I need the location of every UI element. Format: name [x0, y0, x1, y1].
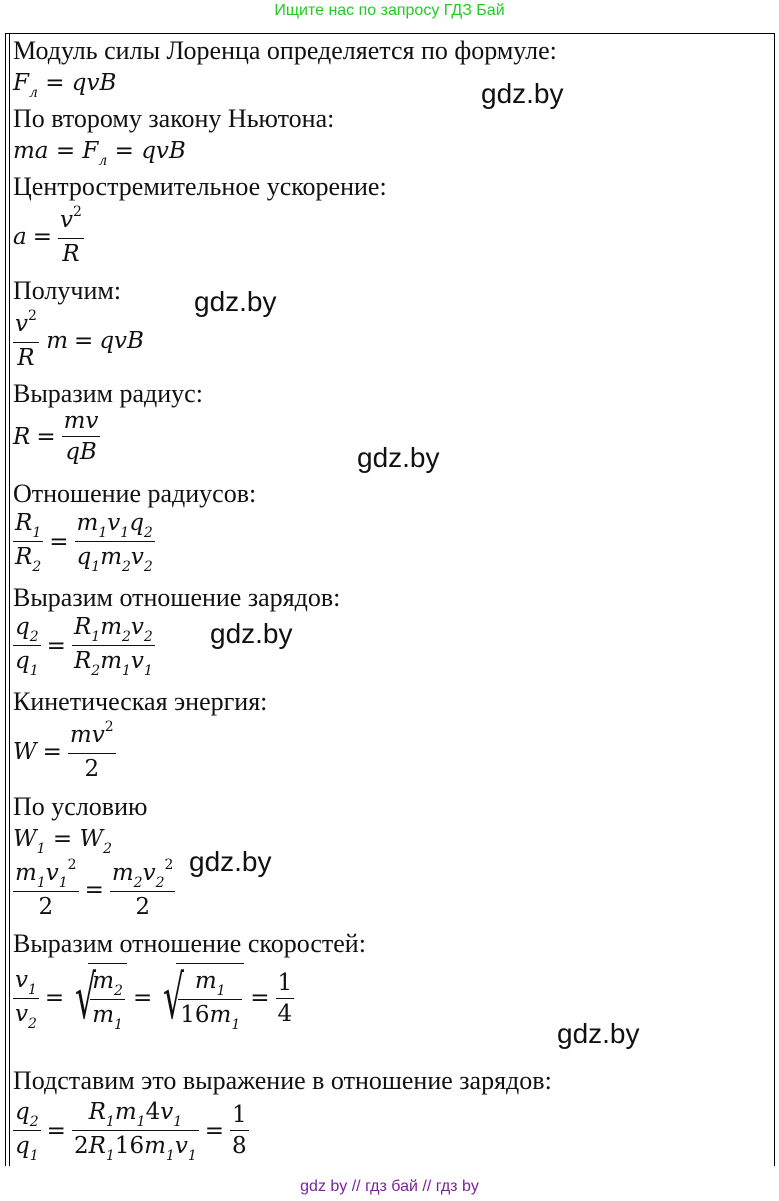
formula-combined: $\frac{v^2}{R}$ m = qvB	[15, 308, 144, 371]
text-velocity-ratio: Выразим отношение скоростей:	[13, 929, 366, 958]
formula-charge-ratio: $\frac{q_2}{q_1}$ = $\frac{R_1m_2v_2}{R_2m_1v_1}$	[15, 614, 153, 679]
text-substitute: Подставим это выражение в отношение зарядов:	[13, 1066, 552, 1095]
text-obtain: Получим:	[13, 276, 122, 305]
watermark-3: gdz.by	[357, 442, 440, 473]
watermark-1: gdz.by	[481, 78, 564, 109]
text-kinetic-energy: Кинетическая энергия:	[13, 687, 268, 716]
text-newton-law: По второму закону Ньютона:	[13, 104, 335, 133]
formula-final-result: $\frac{q_2}{q_1}$ = $\frac{R_1m_14v_1}{2R_116m_1v_1}$ = $\frac{1}{8}$	[15, 1099, 247, 1164]
formula-newton: ma = $F_л$ = qvB	[13, 138, 186, 169]
footer-links[interactable]: gdz by // гдз бай // гдз by	[300, 1178, 479, 1195]
formula-energy-expanded: $\frac{m_1v_1^2}{2}$ = $\frac{m_2v_2^2}{2}$	[15, 857, 174, 920]
formula-radius-ratio: $\frac{R_1}{R_2}$ = $\frac{m_1v_1q_2}{q_1m_2v_2}$	[15, 510, 153, 575]
formula-radius: R = $\frac{mv}{qB}$	[13, 408, 99, 465]
text-centripetal: Центростремительное ускорение:	[13, 172, 387, 201]
text-lorentz-intro: Модуль силы Лоренца определяется по формуле:	[13, 36, 557, 65]
top-search-link[interactable]: Ищите нас по запросу ГДЗ Бай	[274, 2, 505, 19]
text-condition: По условию	[13, 792, 148, 821]
watermark-4: gdz.by	[210, 618, 293, 649]
formula-velocity-ratio: $\frac{v_1}{v_2}$ = √ $\frac{m_2}{m_1}$ = √ $\frac{m_1}{16m_1}$ = $\frac{1}{4}$	[15, 963, 293, 1033]
text-express-radius: Выразим радиус:	[13, 379, 203, 408]
formula-centripetal: a = $\frac{v^2}{R}$	[13, 204, 82, 267]
formula-lorentz-force: $F_л$ = qvB	[13, 70, 117, 101]
formula-energy-equal: $W_1 = W_2$	[13, 826, 113, 857]
watermark-2: gdz.by	[194, 286, 277, 317]
formula-kinetic-energy: W = $\frac{mv^2}{2}$	[13, 719, 114, 782]
watermark-5: gdz.by	[189, 846, 272, 877]
text-charge-ratio: Выразим отношение зарядов:	[13, 583, 341, 612]
text-radius-ratio: Отношение радиусов:	[13, 479, 257, 508]
watermark-6: gdz.by	[557, 1018, 640, 1049]
